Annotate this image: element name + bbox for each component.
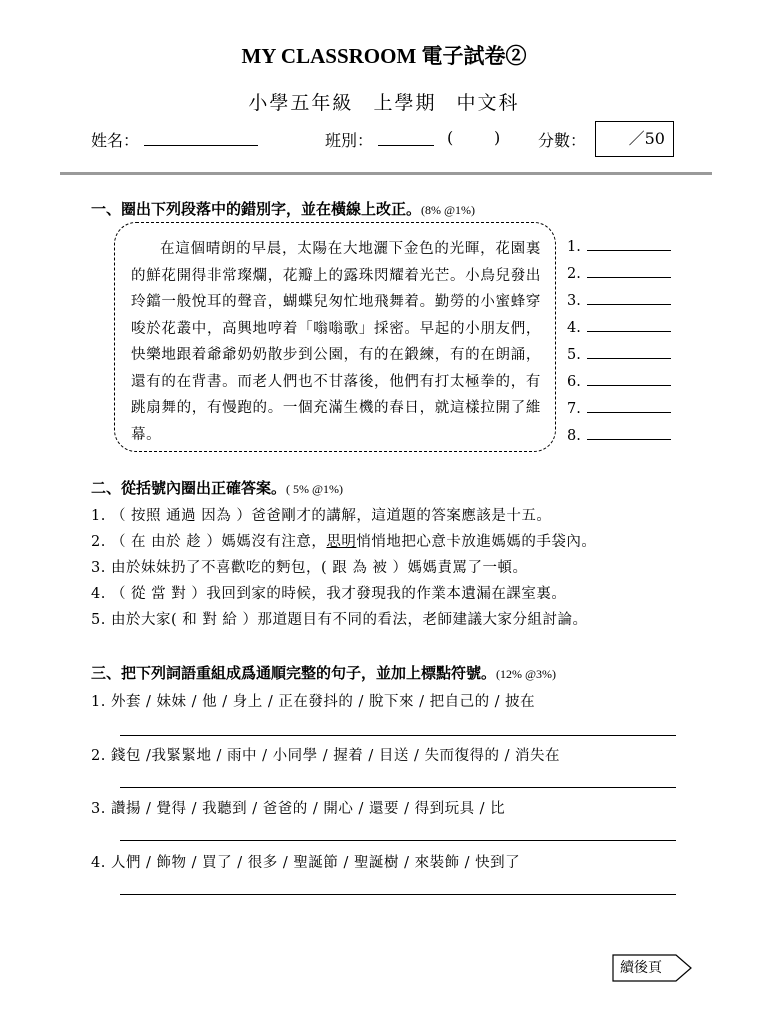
- subject-label: 中文科: [456, 92, 520, 114]
- passage: [131, 236, 541, 448]
- score-total: ／50: [628, 129, 665, 148]
- answer-line-1[interactable]: 1.: [567, 236, 671, 255]
- reorder-question-4: 4. 人們 / 飾物 / 買了 / 很多 / 聖誕節 / 聖誕樹 / 來裝飾 / 快到了: [91, 855, 521, 871]
- term-label: 上學期: [373, 92, 437, 114]
- section2-title: 二、從括號內圈出正確答案。( 5% @1%): [91, 479, 344, 497]
- name-row: [91, 128, 258, 151]
- exam-title: MY CLASSROOM 電子試卷②: [241, 44, 527, 68]
- mc-question-3[interactable]: 3. 由於妹妹扔了不喜歡吃的麪包，( 跟 為 被 ）媽媽責罵了一頓。: [91, 560, 528, 576]
- score-label: 分數：: [538, 131, 587, 150]
- reorder-question-1: 1. 外套 / 妹妹 / 他 / 身上 / 正在發抖的 / 脫下來 / 把自己的 / 披在: [91, 694, 536, 710]
- mc-question-4[interactable]: 4. （ 從 當 對 ）我回到家的時候，我才發現我的作業本遺漏在課室裏。: [91, 586, 567, 602]
- class-number-open: (: [447, 128, 454, 147]
- name-label: 姓名：: [91, 131, 140, 150]
- class-label: 班別：: [325, 131, 374, 150]
- answer-line-3[interactable]: 3.: [567, 290, 671, 309]
- section1-points: (8% @1%): [421, 203, 476, 217]
- writing-line-1[interactable]: [120, 735, 676, 736]
- section3-title: 三、把下列詞語重組成爲通順完整的句子，並加上標點符號。(12% @3%): [91, 664, 557, 682]
- writing-line-4[interactable]: [120, 894, 676, 895]
- score-box[interactable]: [595, 121, 674, 157]
- writing-line-3[interactable]: [120, 840, 676, 841]
- mc-question-5[interactable]: 5. 由於大家( 和 對 給 ）那道題目有不同的看法，老師建議大家分組討論。: [91, 612, 588, 628]
- answer-line-8[interactable]: 8.: [567, 425, 671, 444]
- exam-subtitle: [0, 88, 768, 115]
- section1-title: 一、圈出下列段落中的錯別字，並在橫線上改正。(8% @1%): [91, 200, 476, 218]
- class-number-close: ): [494, 128, 501, 147]
- mc-question-1[interactable]: 1. （ 按照 通過 因為 ）爸爸剛才的講解，這道題的答案應該是十五。: [91, 508, 552, 524]
- header-divider: [60, 172, 712, 175]
- writing-line-2[interactable]: [120, 787, 676, 788]
- answer-line-4[interactable]: 4.: [567, 317, 671, 336]
- mc-question-2[interactable]: 2. （ 在 由於 趁 ）媽媽沒有注意，思明悄悄地把心意卡放進媽媽的手袋內。: [91, 534, 597, 550]
- answer-line-5[interactable]: 5.: [567, 344, 671, 363]
- name-field[interactable]: [144, 131, 258, 146]
- section2-points: ( 5% @1%): [286, 482, 344, 496]
- reorder-question-3: 3. 讚揚 / 覺得 / 我聽到 / 爸爸的 / 開心 / 還要 / 得到玩具 / 比: [91, 801, 506, 817]
- grade-label: 小學五年級: [248, 92, 354, 114]
- answer-line-2[interactable]: 2.: [567, 263, 671, 282]
- underlined-name: 思明: [326, 534, 357, 550]
- class-field[interactable]: [378, 131, 434, 146]
- continue-label: 續後頁: [620, 960, 662, 976]
- class-row: [325, 128, 434, 151]
- passage-text: 在這個晴朗的早晨，太陽在大地灑下金色的光暉，花園裏的鮮花開得非常璨爛，花瓣上的露珠閃耀着光芒。小鳥兒發出玲鐺一般悅耳的聲音，蝴蝶兒匆忙地飛舞着。勤勞的小蜜蜂穿唆於花叢中，高興地哼着「嗡嗡歌」採密。早起的小朋友們，快樂地跟着爺爺奶奶散步到公園，有的在鍛練，有的在朗誦，還有的在背書。而老人們也不甘落後，他們有打太極拳的，有跳扇舞的，有慢跑的。一個充滿生機的春日，就這樣拉開了維幕。: [131, 241, 541, 443]
- reorder-question-2: 2. 錢包 /我緊緊地 / 雨中 / 小同學 / 握着 / 目送 / 失而復得的 / 消失在: [91, 748, 561, 764]
- section3-points: (12% @3%): [496, 667, 557, 681]
- answer-line-7[interactable]: 7.: [567, 398, 671, 417]
- answer-line-6[interactable]: 6.: [567, 371, 671, 390]
